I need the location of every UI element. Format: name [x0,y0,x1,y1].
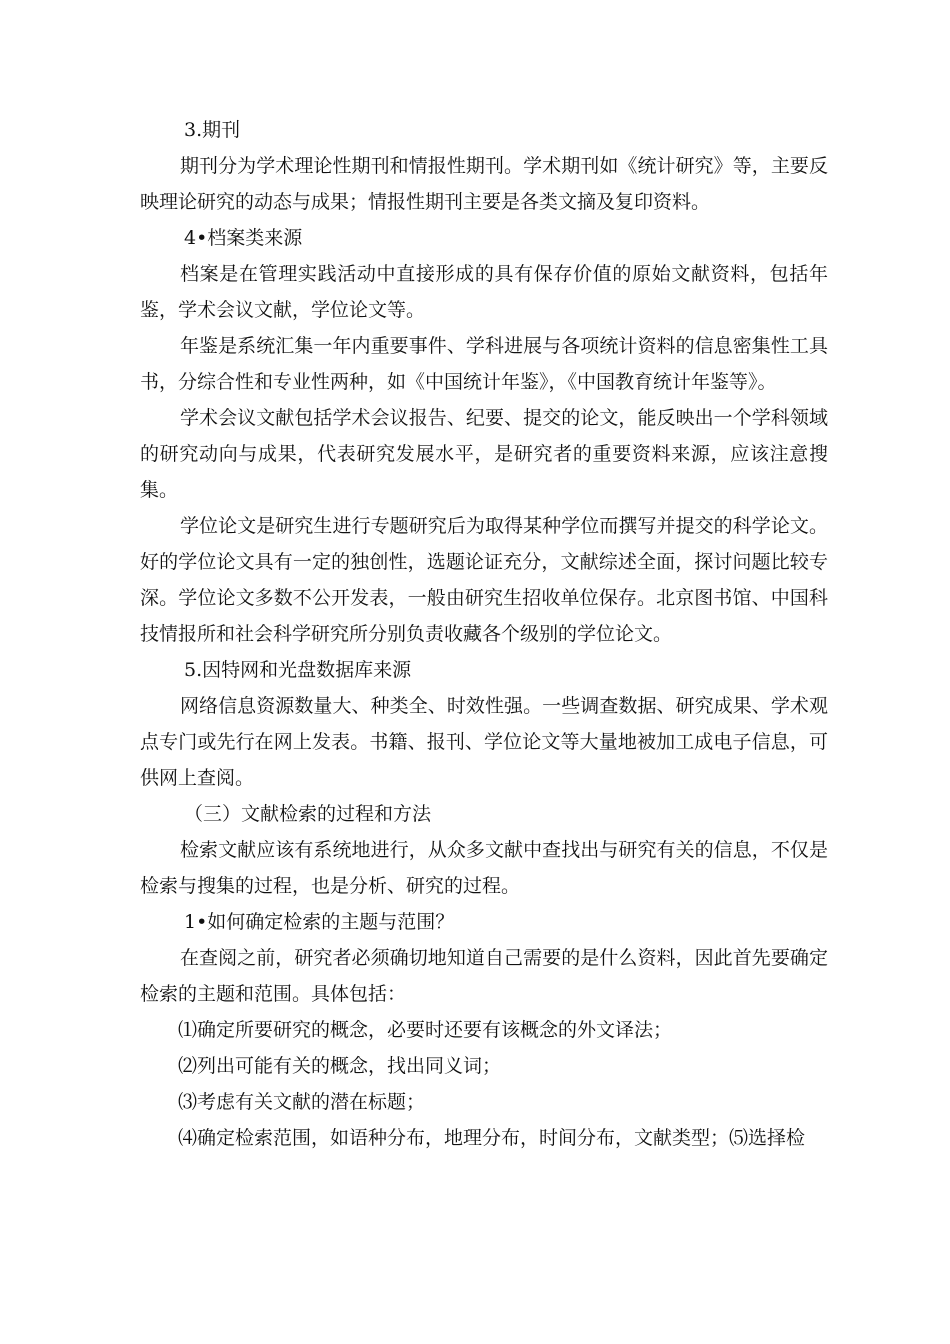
list-item-4: ⑷确定检索范围，如语种分布，地理分布，时间分布，文献类型；⑸选择检 [178,1127,806,1149]
paragraph-dissertations: 学位论文是研究生进行专题研究后为取得某种学位而撰写并提交的科学论文。好的学位论文具有一定的独创性，选题论证充分，文献综述全面，探讨问题比较专深。学位论文多数不公开发表，一般由研究生招收单位保存。北京图书馆、中国科技情报所和社会科学研究所分别负责收藏各个级别的学位论文。 [140,515,828,645]
section-heading-archives: 4•档案类来源 [184,227,303,249]
list-item-3: ⑶考虑有关文献的潜在标题； [178,1091,426,1113]
list-item-1: ⑴确定所要研究的概念，必要时还要有该概念的外文译法； [178,1019,673,1041]
section-heading-periodicals: 3.期刊 [184,119,241,141]
section-heading-internet: 5.因特网和光盘数据库来源 [184,659,412,681]
section-heading-topic-scope: 1•如何确定检索的主题与范围？ [184,911,455,933]
section-heading-retrieval-process: （三）文献检索的过程和方法 [184,803,432,825]
paragraph-periodicals: 期刊分为学术理论性期刊和情报性期刊。学术期刊如《统计研究》等，主要反映理论研究的动态与成果；情报性期刊主要是各类文摘及复印资料。 [140,155,828,213]
paragraph-topic-scope: 在查阅之前，研究者必须确切地知道自己需要的是什么资料，因此首先要确定检索的主题和范围。具体包括： [140,947,828,1005]
paragraph-internet: 网络信息资源数量大、种类全、时效性强。一些调查数据、研究成果、学术观点专门或先行在网上发表。书籍、报刊、学位论文等大量地被加工成电子信息，可供网上查阅。 [140,695,828,789]
list-item-2: ⑵列出可能有关的概念，找出同义词； [178,1055,502,1077]
paragraph-conference-papers: 学术会议文献包括学术会议报告、纪要、提交的论文，能反映出一个学科领域的研究动向与成果，代表研究发展水平，是研究者的重要资料来源，应该注意搜集。 [140,407,828,501]
paragraph-yearbooks: 年鉴是系统汇集一年内重要事件、学科进展与各项统计资料的信息密集性工具书，分综合性和专业性两种，如《中国统计年鉴》，《中国教育统计年鉴等》。 [140,335,828,393]
paragraph-archives: 档案是在管理实践活动中直接形成的具有保存价值的原始文献资料，包括年鉴，学术会议文献，学位论文等。 [140,263,828,321]
document-body [140,112,828,1156]
paragraph-retrieval-process: 检索文献应该有系统地进行，从众多文献中查找出与研究有关的信息，不仅是检索与搜集的过程，也是分析、研究的过程。 [140,839,828,897]
